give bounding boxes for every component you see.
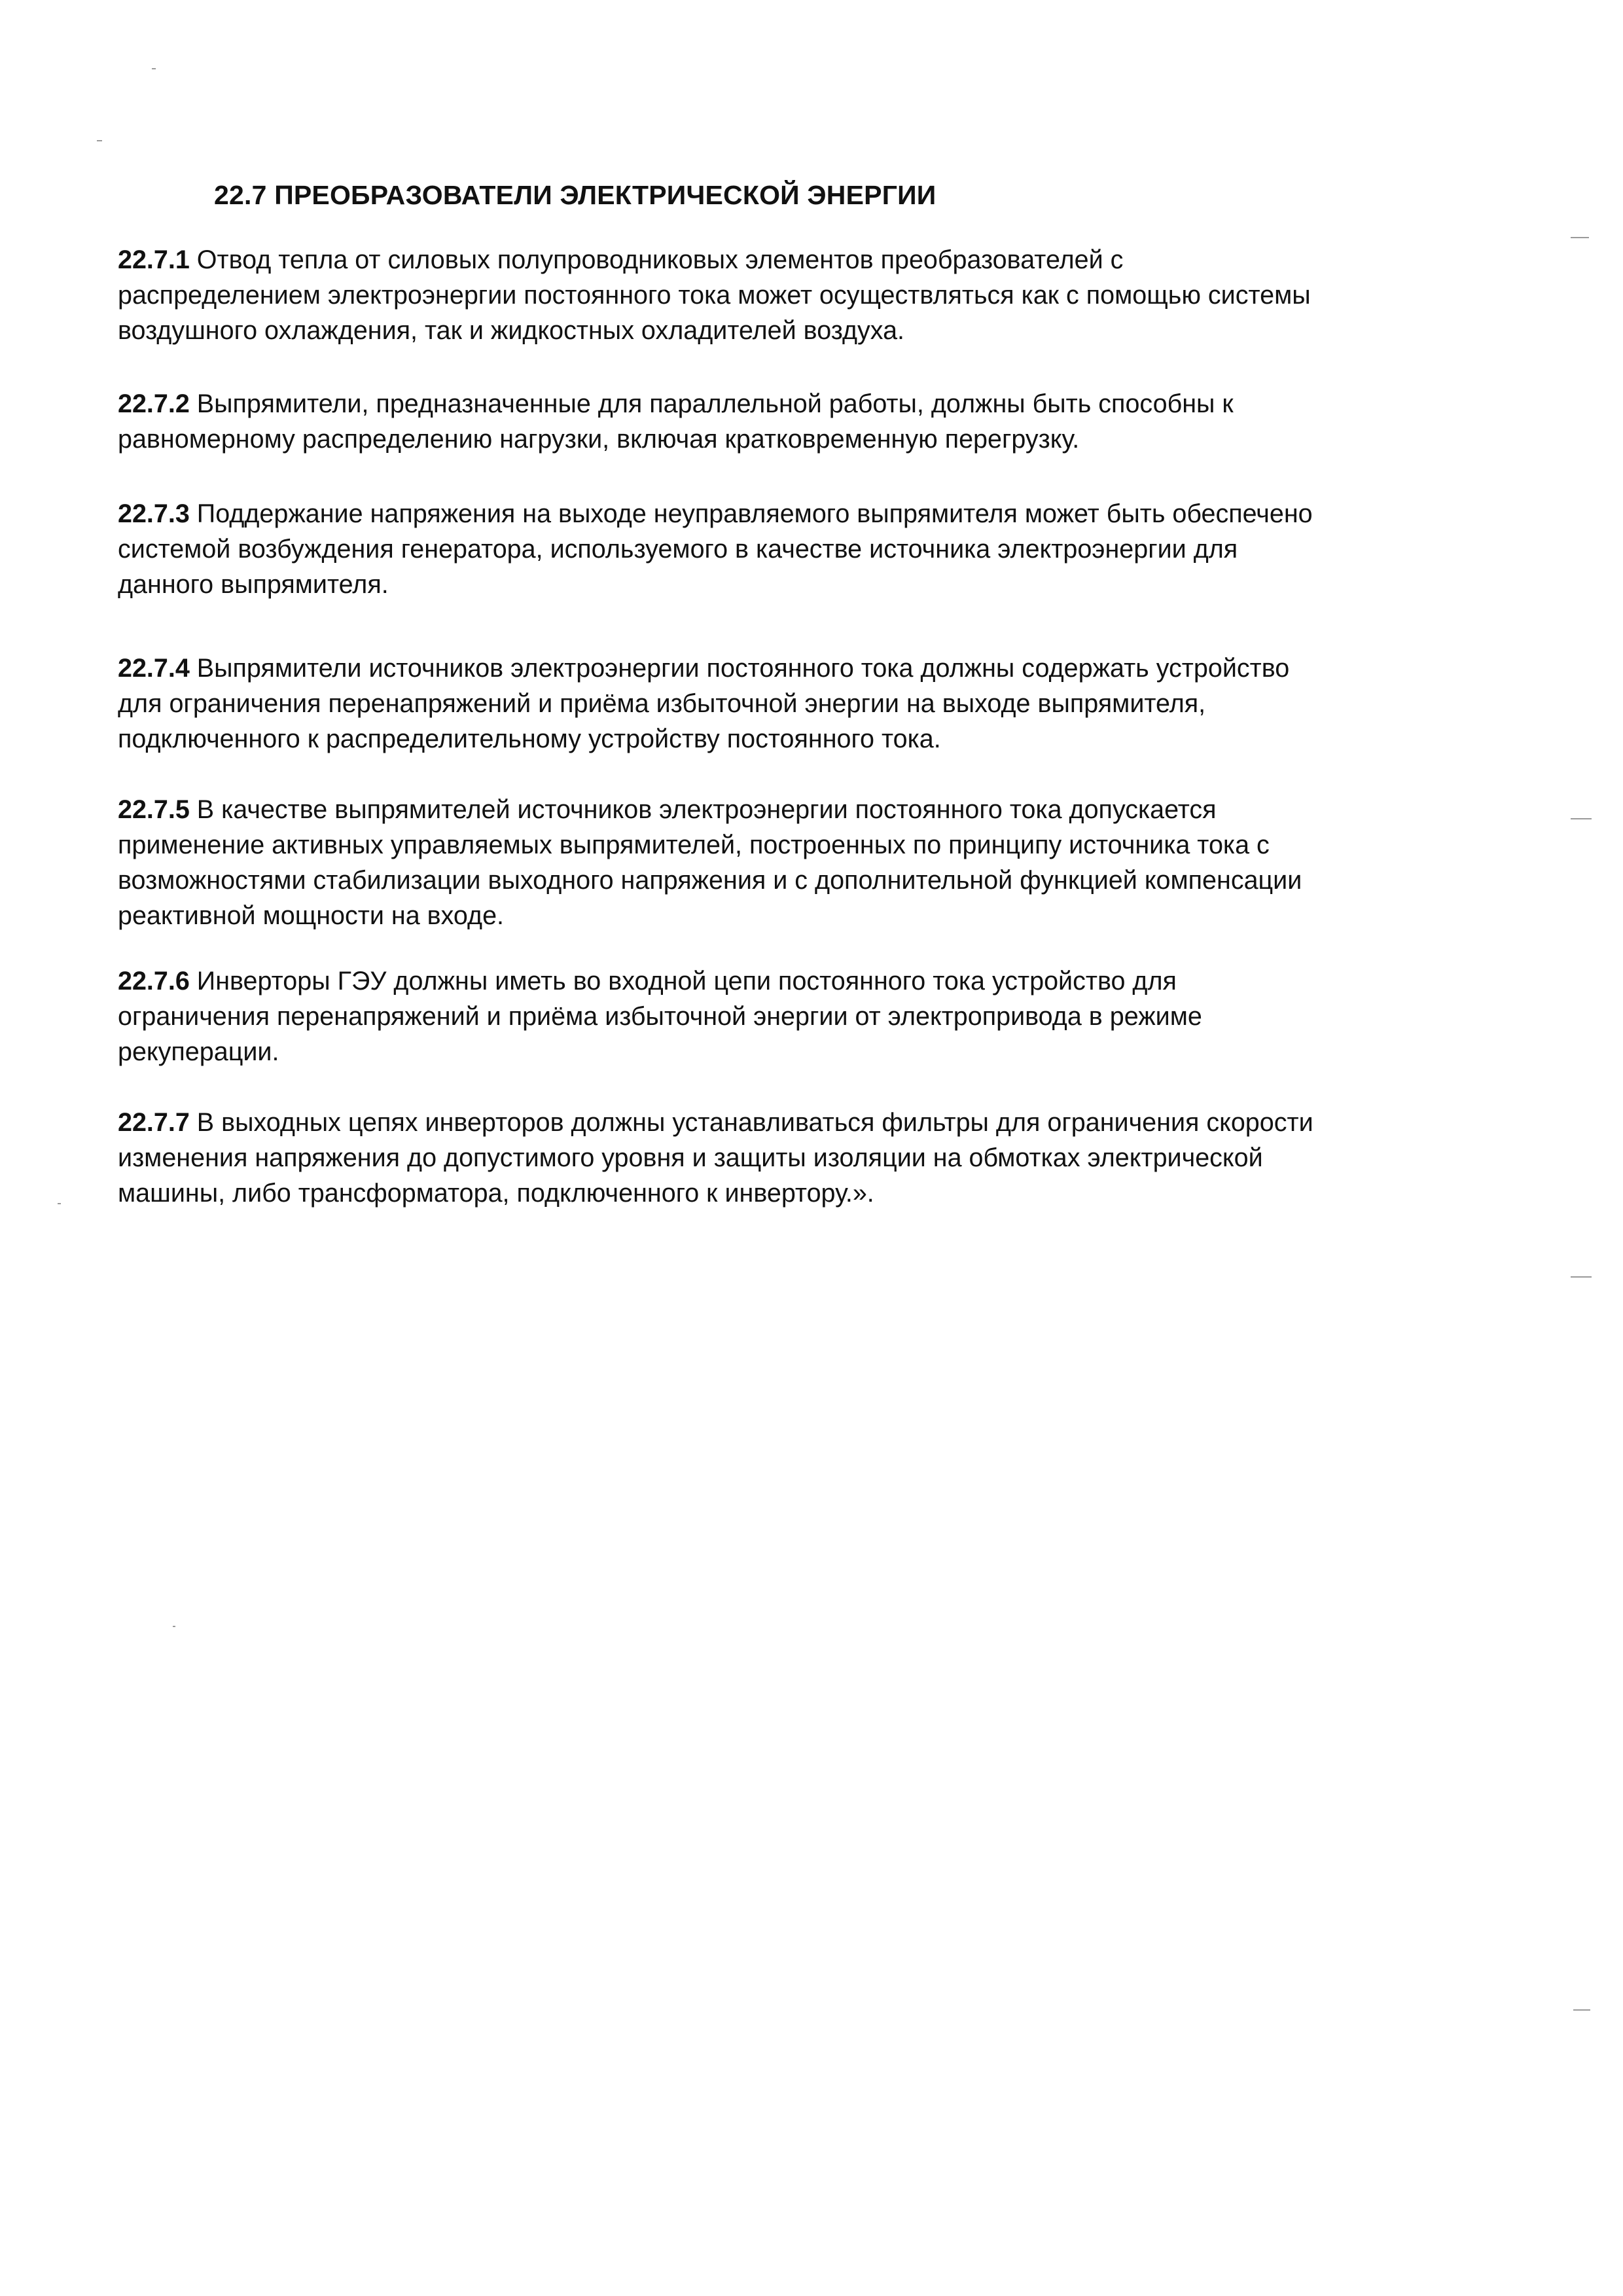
paragraph-text: Отвод тепла от силовых полупроводниковых элементов преобразователей с [189, 245, 1124, 274]
paragraph-line [118, 651, 1538, 686]
paragraph-number: 22.7.7 [118, 1108, 190, 1137]
paragraph-line [118, 963, 1538, 999]
paragraph-line: машины, либо трансформатора, подключенного к инвертору.». [118, 1179, 874, 1208]
paragraph-line: равномерному распределению нагрузки, включая кратковременную перегрузку. [118, 425, 1080, 454]
paragraph-text: Выпрямители источников электроэнергии постоянного тока должны содержать устройство [189, 654, 1290, 683]
paragraph-number: 22.7.5 [118, 795, 190, 824]
paragraph-line [118, 496, 1538, 531]
paragraph-line [118, 386, 1538, 422]
scan-speck [1571, 237, 1589, 238]
paragraph-22-7-3 [118, 496, 1538, 602]
paragraph-text: Инверторы ГЭУ должны иметь во входной цепи постоянного тока устройство для [189, 967, 1177, 996]
paragraph-22-7-1 [118, 242, 1538, 348]
scan-speck [58, 1203, 61, 1204]
paragraph-22-7-4 [118, 651, 1538, 757]
paragraph-line [118, 1105, 1538, 1140]
paragraph-22-7-6 [118, 963, 1538, 1069]
paragraph-line: данного выпрямителя. [118, 570, 389, 599]
paragraph-line [118, 242, 1538, 278]
paragraph-line: подключенного к распределительному устройству постоянного тока. [118, 725, 941, 753]
paragraph-line: для ограничения перенапряжений и приёма избыточной энергии на выходе выпрямителя, [118, 689, 1206, 718]
paragraph-text: Поддержание напряжения на выходе неуправляемого выпрямителя может быть обеспечено [189, 499, 1313, 528]
paragraph-text: В выходных цепях инверторов должны устанавливаться фильтры для ограничения скорости [189, 1108, 1313, 1137]
scan-speck [173, 1626, 175, 1627]
paragraph-text: Выпрямители, предназначенные для параллельной работы, должны быть способны к [189, 389, 1234, 418]
paragraph-line: ограничения перенапряжений и приёма избыточной энергии от электропривода в режиме [118, 1002, 1202, 1031]
paragraph-22-7-7 [118, 1105, 1538, 1211]
paragraph-line: изменения напряжения до допустимого уровня и защиты изоляции на обмотках электрической [118, 1143, 1263, 1172]
paragraph-line: воздушного охлаждения, так и жидкостных охладителей воздуха. [118, 316, 905, 345]
paragraph-text: В качестве выпрямителей источников электроэнергии постоянного тока допускается [189, 795, 1217, 824]
paragraph-22-7-5 [118, 792, 1538, 933]
scan-speck [97, 140, 102, 141]
paragraph-line: системой возбуждения генератора, используемого в качестве источника электроэнергии для [118, 535, 1238, 564]
paragraph-number: 22.7.2 [118, 389, 190, 418]
paragraph-number: 22.7.6 [118, 967, 190, 996]
paragraph-22-7-2 [118, 386, 1538, 457]
paragraph-line [118, 792, 1538, 827]
scan-speck [1571, 818, 1592, 819]
paragraph-line: применение активных управляемых выпрямителей, построенных по принципу источника тока с [118, 831, 1270, 859]
paragraph-line: распределением электроэнергии постоянного тока может осуществляться как с помощью системы [118, 281, 1311, 310]
paragraph-line: рекуперации. [118, 1037, 279, 1066]
paragraph-number: 22.7.1 [118, 245, 190, 274]
scan-speck [1573, 2009, 1590, 2011]
paragraph-number: 22.7.4 [118, 654, 190, 683]
paragraph-line: реактивной мощности на входе. [118, 901, 505, 930]
scan-speck [152, 68, 156, 69]
section-title: 22.7 ПРЕОБРАЗОВАТЕЛИ ЭЛЕКТРИЧЕСКОЙ ЭНЕРГИИ [214, 180, 936, 210]
scan-speck [1571, 1276, 1592, 1278]
paragraph-number: 22.7.3 [118, 499, 190, 528]
paragraph-line: возможностями стабилизации выходного напряжения и с дополнительной функцией компенсации [118, 866, 1302, 895]
